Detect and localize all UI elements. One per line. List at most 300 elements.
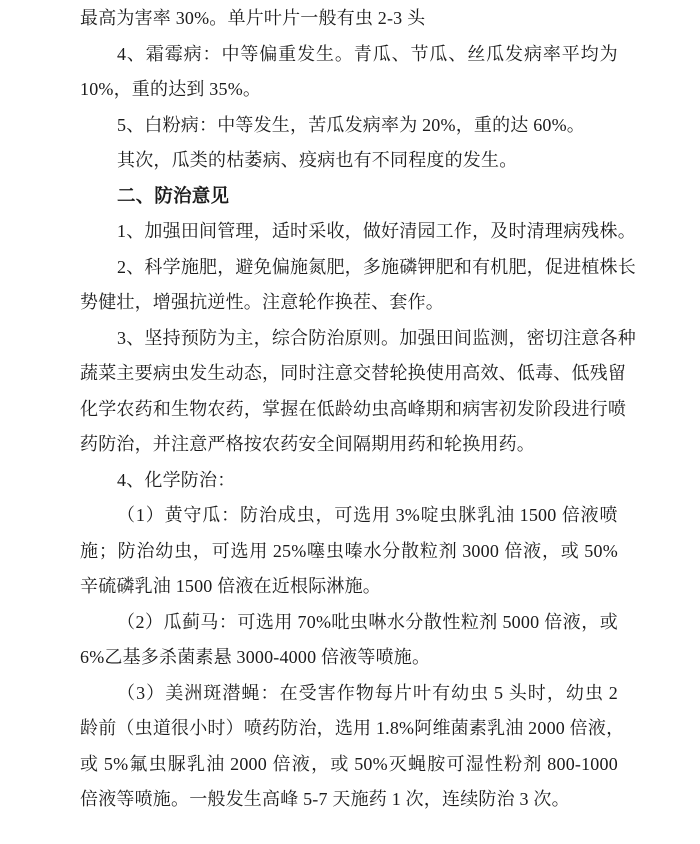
text-line: 其次，瓜类的枯萎病、疫病也有不同程度的发生。 <box>117 150 518 170</box>
text-token: 选 <box>353 505 372 525</box>
text-token: ） <box>144 611 164 632</box>
text-token: 虫 <box>439 505 458 525</box>
text-token: 液 <box>562 611 581 632</box>
text-token: 性 <box>442 611 461 632</box>
text-token: 吡 <box>331 611 350 632</box>
text-token: （ <box>117 505 136 525</box>
text-token: 液 <box>523 540 542 561</box>
text-token: 行 <box>589 398 608 419</box>
text-token: 蔬 <box>80 363 99 383</box>
text-token: 蓟 <box>181 611 201 632</box>
text-line <box>80 610 618 646</box>
text-token: 倍 <box>561 505 581 525</box>
text-token: 段 <box>553 398 572 419</box>
text-token: 黄 <box>164 505 183 525</box>
text-token: ） <box>145 505 164 525</box>
text-token: 动 <box>225 363 244 383</box>
text-token: 很 <box>171 718 190 738</box>
text-token: 植 <box>581 256 600 277</box>
text-token: 物 <box>355 682 375 703</box>
text-token: 。 <box>617 221 636 241</box>
text-token: 科 <box>144 256 163 277</box>
text-token: 强 <box>417 327 436 348</box>
text-token: 瓜 <box>486 43 505 64</box>
text-token: 啉 <box>368 611 387 632</box>
text-token: 握 <box>280 398 299 419</box>
text-token: 斑 <box>203 682 222 703</box>
text-token: 氮 <box>308 256 327 277</box>
text-token: 3 <box>136 682 146 703</box>
text-token: 免 <box>253 256 272 277</box>
text-token: 主 <box>235 327 254 348</box>
text-token: ， <box>606 718 625 738</box>
text-token: ： <box>202 43 221 64</box>
text-token: 药 <box>134 398 153 419</box>
text-token: 换 <box>407 363 426 383</box>
text-token: 学 <box>98 398 117 419</box>
text-token: 适 <box>271 221 291 241</box>
text-token: 坚 <box>144 327 163 348</box>
text-token: 避 <box>235 256 254 277</box>
text-line <box>80 752 618 788</box>
text-line: 药防治，并注意严格按农药安全间隔期用药和轮换用药。 <box>80 434 535 454</box>
text-token: 为 <box>599 43 618 64</box>
text-token: 灭 <box>388 753 408 774</box>
text-token: 虫 <box>174 540 193 561</box>
text-token: 剂 <box>523 753 542 774</box>
text-token: 学 <box>162 256 181 277</box>
text-token: 多 <box>362 256 382 277</box>
text-token: 采 <box>308 221 327 241</box>
text-token: 嗪 <box>344 540 363 561</box>
text-token: 药 <box>225 398 244 419</box>
text-token: 可 <box>334 505 353 525</box>
text-token: 和 <box>152 398 172 419</box>
text-token: 乳 <box>487 718 506 738</box>
text-token: ， <box>508 327 527 348</box>
text-token: 测 <box>490 327 509 348</box>
text-token: 防 <box>240 505 259 525</box>
text-token: 峰 <box>407 398 426 419</box>
text-token: 时 <box>207 718 226 738</box>
text-token: ： <box>221 505 240 525</box>
text-token: 持 <box>162 327 181 348</box>
text-token: 或 <box>80 753 99 774</box>
text-token: 1.8% <box>371 718 415 738</box>
text-token: 5000 <box>497 611 544 632</box>
text-token: 肥 <box>508 256 527 277</box>
text-token: 或 <box>330 753 349 774</box>
text-token: 有 <box>472 256 491 277</box>
text-token: 间 <box>453 327 473 348</box>
text-token: 为 <box>217 327 236 348</box>
text-token: 密 <box>526 327 545 348</box>
text-token: 有 <box>432 682 451 703</box>
text-token: 治 <box>326 327 345 348</box>
text-token: 瓜 <box>163 611 182 632</box>
text-token: 重 <box>278 43 297 64</box>
text-token: 道 <box>152 718 172 738</box>
text-token: 幼 <box>155 540 174 561</box>
text-token: 油 <box>496 505 515 525</box>
text-token: 、 <box>126 221 145 241</box>
text-token: 间 <box>199 221 218 241</box>
text-token: 高 <box>389 398 408 419</box>
text-token: 1500 <box>514 505 562 525</box>
text-token: 蝇 <box>241 682 260 703</box>
text-token: 田 <box>435 327 454 348</box>
text-token: ， <box>316 718 335 738</box>
text-token: 注 <box>563 327 582 348</box>
text-token: 液 <box>580 505 599 525</box>
text-token: 2000 <box>523 718 570 738</box>
text-token: 、 <box>126 43 146 64</box>
text-token: 小 <box>189 718 208 738</box>
text-token: 2 <box>117 256 127 277</box>
text-token: 倍 <box>504 540 523 561</box>
text-token: 收 <box>326 221 345 241</box>
text-token: 生 <box>207 363 226 383</box>
text-token: 肥 <box>326 256 345 277</box>
text-token: 选 <box>334 718 354 738</box>
text-line <box>80 716 625 752</box>
text-token: 阶 <box>535 398 554 419</box>
text-token: 分 <box>405 611 424 632</box>
text-token: 要 <box>134 363 153 383</box>
text-token: 虫 <box>296 505 315 525</box>
text-token: 田 <box>180 221 200 241</box>
text-line <box>80 397 627 433</box>
text-token: 片 <box>393 682 413 703</box>
text-token: ， <box>526 256 545 277</box>
text-token: 交 <box>353 363 372 383</box>
text-token: 用 <box>249 540 268 561</box>
text-token: 虫 <box>470 682 489 703</box>
text-token: 在 <box>279 682 298 703</box>
text-token: 病 <box>563 221 582 241</box>
text-token: 4 <box>117 43 127 64</box>
text-token: 脲 <box>167 753 186 774</box>
text-token: ： <box>218 611 238 632</box>
text-token: ， <box>311 753 330 774</box>
text-token: 各 <box>599 327 618 348</box>
text-token: 丝 <box>467 43 486 64</box>
document-body <box>80 6 636 823</box>
text-token: 、 <box>126 256 145 277</box>
text-token: 预 <box>180 327 200 348</box>
text-token: ， <box>472 221 491 241</box>
text-token: 湿 <box>465 753 484 774</box>
text-token: 防 <box>280 718 299 738</box>
text-token: 用 <box>372 505 391 525</box>
text-token: 工 <box>435 221 454 241</box>
text-token: 药 <box>262 718 281 738</box>
text-token: ， <box>253 327 272 348</box>
text-token: 倍 <box>272 753 291 774</box>
text-token: 乳 <box>187 753 206 774</box>
text-token: 促 <box>544 256 564 277</box>
text-token: ） <box>146 682 165 703</box>
text-token: 虫 <box>134 718 153 738</box>
text-token: 平 <box>561 43 580 64</box>
text-token: 。 <box>334 43 354 64</box>
text-token: 发 <box>297 43 316 64</box>
text-token: 2 <box>135 611 145 632</box>
text-token: 使 <box>425 363 445 383</box>
text-token: 啶 <box>420 505 439 525</box>
text-token: 喷 <box>243 718 263 738</box>
text-token: 态 <box>243 363 263 383</box>
text-token: 和 <box>453 256 473 277</box>
text-token: 液 <box>587 718 607 738</box>
text-token: 氟 <box>129 753 148 774</box>
text-token: ， <box>217 256 236 277</box>
text-token: 加 <box>399 327 418 348</box>
text-token: 虫 <box>584 682 604 703</box>
text-token: 施 <box>80 540 99 561</box>
text-token: 蝇 <box>408 753 427 774</box>
text-token: 虫 <box>325 540 345 561</box>
text-token: 3 <box>117 327 127 348</box>
text-token: ， <box>344 221 363 241</box>
text-token: 防 <box>117 540 136 561</box>
text-token: （ <box>117 682 136 703</box>
text-token: 用 <box>444 363 463 383</box>
text-token: ， <box>541 540 561 561</box>
text-token: 、 <box>391 43 410 64</box>
text-token: 喷 <box>599 505 618 525</box>
text-token: 3% <box>390 505 420 525</box>
text-token: 5 <box>489 682 508 703</box>
text-token: 作 <box>453 221 473 241</box>
text-line: 倍液等喷施。一般发生高峰 5-7 天施药 1 次，连续防治 3 次。 <box>80 789 570 809</box>
text-token: 时 <box>508 221 527 241</box>
text-token: 低 <box>316 398 335 419</box>
text-token: 掌 <box>262 398 281 419</box>
text-token: 综 <box>271 327 291 348</box>
text-token: 磷 <box>399 256 418 277</box>
text-token: 瓜 <box>372 43 391 64</box>
text-token: 强 <box>162 221 181 241</box>
text-token: 低 <box>571 363 590 383</box>
text-token: 农 <box>207 398 226 419</box>
text-token: 理 <box>235 221 254 241</box>
text-token: 性 <box>484 753 504 774</box>
text-token: 毒 <box>535 363 554 383</box>
text-token: 期 <box>425 398 445 419</box>
text-token: 株 <box>599 256 618 277</box>
text-token: 替 <box>371 363 390 383</box>
text-token: 5% <box>99 753 129 774</box>
text-token: 合 <box>290 327 309 348</box>
text-token: 效 <box>480 363 499 383</box>
text-token: （ <box>116 718 135 738</box>
section-heading: 二、防治意见 <box>117 184 230 206</box>
text-token: 可 <box>237 611 256 632</box>
text-line <box>80 255 636 291</box>
text-token: 病 <box>152 363 172 383</box>
text-token: 及 <box>490 221 509 241</box>
text-token: 意 <box>334 363 354 383</box>
text-token: 主 <box>116 363 135 383</box>
text-token: 美 <box>165 682 184 703</box>
text-token: 清 <box>526 221 545 241</box>
text-token: 霜 <box>145 43 165 64</box>
text-token: ， <box>262 363 281 383</box>
text-line <box>80 42 618 78</box>
text-token: 3000 <box>457 540 504 561</box>
text-token: 叶 <box>413 682 432 703</box>
text-token: 或 <box>560 540 579 561</box>
text-token: 散 <box>401 540 420 561</box>
text-token: 园 <box>417 221 436 241</box>
text-token: 潜 <box>222 682 241 703</box>
text-token: 意 <box>581 327 600 348</box>
text-token: 受 <box>298 682 317 703</box>
text-token: 理 <box>544 221 564 241</box>
text-token: 节 <box>410 43 429 64</box>
text-token: 洲 <box>184 682 203 703</box>
text-token: 25% <box>268 540 307 561</box>
text-token: 瓜 <box>202 505 221 525</box>
text-token: 进 <box>563 256 582 277</box>
text-line: 势健壮，增强抗逆性。注意轮作换茬、套作。 <box>80 292 444 312</box>
text-token: 做 <box>362 221 382 241</box>
text-token: 高 <box>462 363 481 383</box>
text-token: 2000 <box>225 753 272 774</box>
text-token: 水 <box>363 540 382 561</box>
text-token: 原 <box>344 327 363 348</box>
text-token: 霉 <box>164 43 183 64</box>
text-token: ， <box>581 611 600 632</box>
text-token: 管 <box>217 221 236 241</box>
text-line <box>80 539 618 575</box>
text-token: 油 <box>206 753 225 774</box>
text-token: 农 <box>116 398 135 419</box>
text-token: 油 <box>505 718 524 738</box>
text-line <box>80 361 627 397</box>
text-token: 虫 <box>171 363 190 383</box>
text-token: 化 <box>80 398 99 419</box>
text-token: 病 <box>183 43 202 64</box>
text-line <box>80 326 636 362</box>
text-token: 头 <box>508 682 527 703</box>
text-token: 用 <box>274 611 293 632</box>
text-token: 1 <box>117 221 127 241</box>
text-token: 发 <box>516 398 536 419</box>
text-token: 清 <box>399 221 418 241</box>
text-token: 每 <box>374 682 394 703</box>
text-token: ： <box>260 682 279 703</box>
text-token: 施 <box>381 256 400 277</box>
text-token: ， <box>546 682 566 703</box>
text-token: 倍 <box>569 718 588 738</box>
text-token: 、 <box>448 43 467 64</box>
text-token: 病 <box>462 398 481 419</box>
text-token: 、 <box>126 327 145 348</box>
text-token: 幼 <box>565 682 585 703</box>
text-token: 作 <box>336 682 355 703</box>
text-token: 同 <box>280 363 299 383</box>
text-token: 粉 <box>504 753 523 774</box>
text-token: 水 <box>386 611 406 632</box>
text-token: ； <box>98 540 118 561</box>
text-line <box>80 503 618 539</box>
text-token: 选 <box>230 540 249 561</box>
text-token: 率 <box>542 43 562 64</box>
text-token: 治 <box>258 505 278 525</box>
text-token: 瓜 <box>429 43 448 64</box>
text-token: 喷 <box>607 398 627 419</box>
text-token: 加 <box>144 221 163 241</box>
text-token: 1 <box>135 505 146 525</box>
text-token: 。 <box>381 327 400 348</box>
text-token: 粒 <box>419 540 439 561</box>
text-token: 好 <box>381 221 400 241</box>
text-token: 偏 <box>271 256 291 277</box>
text-token: 切 <box>544 327 564 348</box>
text-token: 时 <box>290 221 309 241</box>
text-token: 龄 <box>334 398 354 419</box>
text-token: 偏 <box>259 43 278 64</box>
text-line <box>80 681 618 717</box>
text-token: 虫 <box>148 753 167 774</box>
text-token: 注 <box>316 363 335 383</box>
text-token: 钾 <box>417 256 436 277</box>
text-token: 800-1000 <box>542 753 618 774</box>
text-token: 生 <box>171 398 190 419</box>
text-token: 乳 <box>477 505 496 525</box>
text-token: 残 <box>589 363 608 383</box>
text-token: 选 <box>255 611 275 632</box>
text-token: 菜 <box>98 363 117 383</box>
text-token: 时 <box>527 682 546 703</box>
text-token: 低 <box>516 363 536 383</box>
text-line: 辛硫磷乳油 1500 倍液在近根际淋施。 <box>80 576 381 596</box>
text-token: 防 <box>199 327 218 348</box>
text-token: 害 <box>317 682 336 703</box>
text-token: 成 <box>277 505 296 525</box>
text-token: 50% <box>349 753 388 774</box>
text-token: 前 <box>98 718 117 738</box>
text-token: 胺 <box>427 753 446 774</box>
text-token: 监 <box>472 327 491 348</box>
text-token: ， <box>192 540 212 561</box>
text-line: 6%乙基多杀菌素悬 3000-4000 倍液等喷施。 <box>80 647 431 667</box>
text-line <box>80 219 636 255</box>
text-token: 轮 <box>389 363 408 383</box>
text-line: 10%，重的达到 35%。 <box>80 79 262 99</box>
text-token: 治 <box>136 540 155 561</box>
text-token: 马 <box>200 611 219 632</box>
text-token: 2 <box>604 682 618 703</box>
text-token: 粒 <box>460 611 480 632</box>
text-token: 发 <box>189 363 208 383</box>
text-token: 肥 <box>199 256 218 277</box>
text-token: ， <box>253 221 272 241</box>
text-token: 或 <box>599 611 618 632</box>
text-token: 幼 <box>451 682 470 703</box>
text-token: ， <box>315 505 334 525</box>
text-token: 发 <box>505 43 524 64</box>
text-token: 初 <box>498 398 517 419</box>
text-token: 青 <box>353 43 372 64</box>
text-token: 、 <box>553 363 572 383</box>
text-token: 长 <box>617 256 636 277</box>
text-token: 50% <box>579 540 618 561</box>
text-token: 防 <box>308 327 327 348</box>
text-token: 虫 <box>371 398 390 419</box>
